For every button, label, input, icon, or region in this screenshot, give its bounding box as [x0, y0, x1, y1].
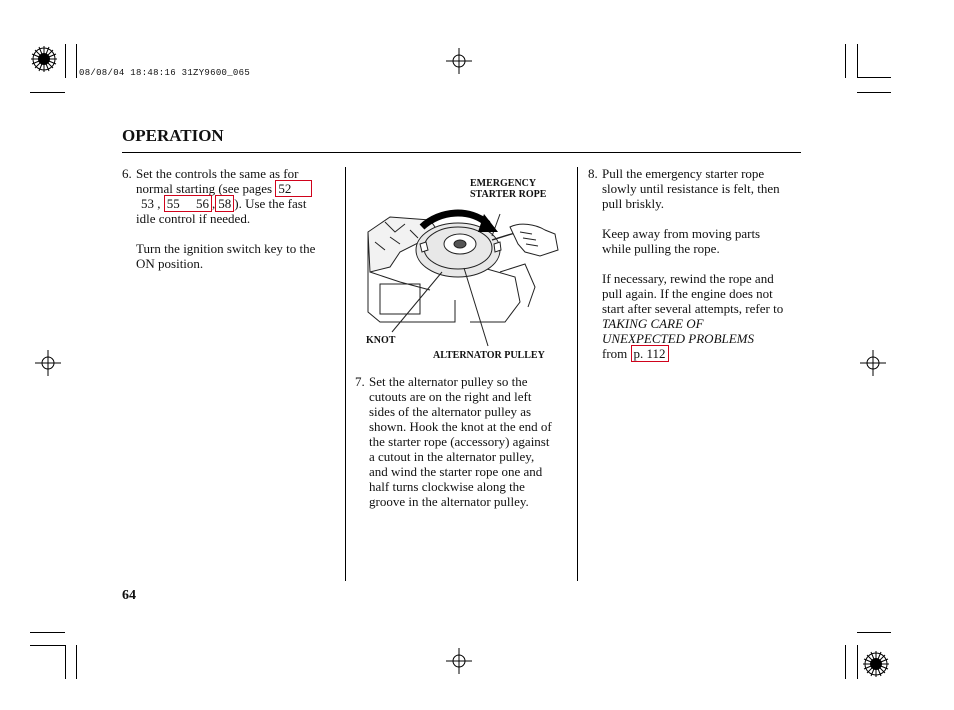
print-timestamp: 08/08/04 18:48:16 31ZY9600_065: [79, 68, 251, 78]
title-rule: [122, 152, 801, 153]
step-number: 6.: [122, 166, 132, 181]
step-8: 8. Pull the emergency starter rope slowly until resistance is felt, then pull briskly. Keep away from moving parts while pulling the rope. If necessary, rewind the rope and pull again. If the engine does not start after several attempts, refer to TAKING CARE OF UNEXPECTED PROBLEMS from p. 112: [588, 166, 803, 361]
step-7: 7. Set the alternator pulley so the cutouts are on the right and left sides of the alternator pulley as shown. Hook the knot at the end of the starter rope (accessory) against a cutout in the alternator pulley, and wind the starter rope one and half turns clockwise along the groove in the alternator pulley.: [355, 374, 552, 509]
illustration: [360, 172, 570, 364]
step-number: 8.: [588, 166, 598, 181]
label-emergency-starter-rope: EMERGENCY STARTER ROPE: [470, 178, 547, 200]
registration-crosshair-icon: [446, 48, 472, 74]
column-divider: [345, 167, 346, 581]
label-knot: KNOT: [366, 335, 396, 346]
registration-crosshair-icon: [860, 350, 886, 376]
page-link-58[interactable]: 58: [215, 195, 234, 212]
page-link-112[interactable]: p. 112: [631, 345, 669, 362]
page-link-55-56[interactable]: 55 56: [164, 195, 212, 212]
registration-crosshair-icon: [446, 648, 472, 674]
registration-starburst-icon: [31, 46, 57, 72]
page-link-52[interactable]: 52: [275, 180, 312, 197]
step-6: 6. Set the controls the same as for normal starting (see pages 52 53 , 55 56 , 58 ). Use the fast idle control if needed. Turn the ignition switch key to the ON position.: [122, 166, 316, 271]
warning-paragraph: Keep away from moving parts while pulling the rope.: [602, 226, 761, 256]
rewind-paragraph: If necessary, rewind the rope and pull again. If the engine does not start after several attempts, refer to TAKING CARE OF UNEXPECTED PROBLEMS from p. 112: [602, 271, 784, 361]
step-number: 7.: [355, 374, 365, 389]
registration-crosshair-icon: [35, 350, 61, 376]
column-divider: [577, 167, 578, 581]
section-title: OPERATION: [122, 126, 224, 145]
page-number: 64: [122, 588, 136, 603]
registration-starburst-icon: [863, 651, 889, 677]
label-alternator-pulley: ALTERNATOR PULLEY: [433, 350, 545, 361]
